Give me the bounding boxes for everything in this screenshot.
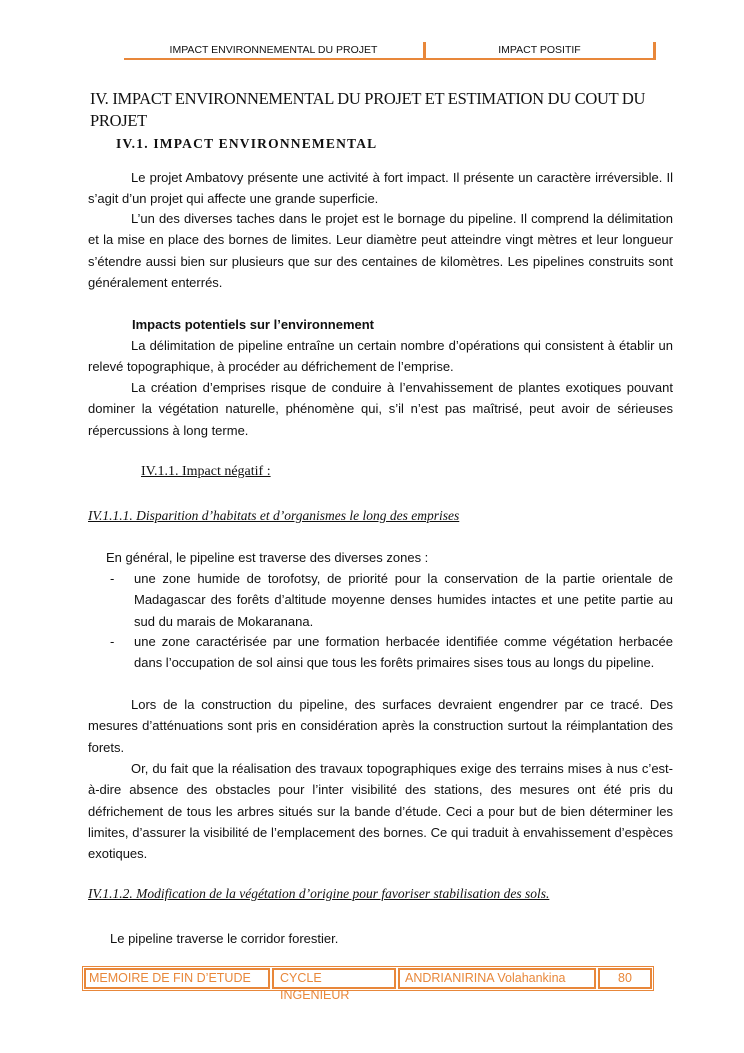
subsection-title: IV.1. IMPACT ENVIRONNEMENTAL	[116, 136, 378, 151]
paragraph-zones-intro: En général, le pipeline est traverse des diverses zones :	[106, 550, 429, 565]
paragraph-construction: Lors de la construction du pipeline, des surfaces devraient engendrer par ce tracé. Des mesures d’atténuations sont pris en considération après la construction surtout la réimplantation des forets.	[88, 697, 673, 755]
footer-memoire: MEMOIRE DE FIN D’ETUDE	[84, 968, 270, 989]
bullet-dash: -	[110, 571, 115, 586]
bullet-dash: -	[110, 634, 115, 649]
paragraph-delimitation: La délimitation de pipeline entraîne un certain nombre d’opérations qui consistent à établir un relevé topographique, à procéder au défrichement de l’emprise.	[88, 338, 673, 375]
footer-author: ANDRIANIRINA Volahankina	[398, 968, 596, 989]
paragraph-intro: Le projet Ambatovy présente une activité à fort impact. Il présente un caractère irréversible. Il s’agit d’un projet qui affecte une grande superficie.	[88, 170, 673, 207]
heading-disparition-habitats: IV.1.1.1. Disparition d’habitats et d’organismes le long des emprises	[88, 508, 460, 523]
paragraph-bornage: L’un des diverses taches dans le projet est le bornage du pipeline. Il comprend la délimitation et la mise en place des bornes de limites. Leur diamètre peut atteindre vingt mètres et leur longueur s’étendre aussi bien sur plusieurs que sur des centaines de kilomètres. Les pipelines construits sont généralement enterrés.	[88, 211, 673, 290]
paragraph-corridor: Le pipeline traverse le corridor forestier.	[110, 931, 339, 946]
running-header-right: IMPACT POSITIF	[426, 42, 656, 60]
paragraph-topographiques: Or, du fait que la réalisation des travaux topographiques exige des terrains mises à nus c’est-à-dire absence des obstacles pour l’inter visibilité des stations, des mesures ont été pris du défrichement de tous les arbres situés sur la bande d’étude. Ceci a pour but de bien déterminer les limites, d’assurer la visibilité de l’emplacement des bornes. Ce qui traduit à envahissement d’espèces exotiques.	[88, 761, 673, 862]
list-item	[110, 631, 673, 674]
impacts-heading: Impacts potentiels sur l’environnement	[132, 317, 374, 332]
list-item	[110, 568, 673, 632]
heading-modification-vegetation: IV.1.1.2. Modification de la végétation d’origine pour favoriser stabilisation des sols.	[88, 886, 550, 901]
heading-impact-negatif: IV.1.1. Impact négatif :	[141, 464, 271, 479]
running-header-left: IMPACT ENVIRONNEMENTAL DU PROJET	[124, 42, 426, 60]
bullet-text: une zone caractérisée par une formation herbacée identifiée comme végétation herbacée dans l’occupation de sol ainsi que tous les forêts primaires sises tous au longs du pipeline.	[134, 634, 673, 671]
bullet-text: une zone humide de torofotsy, de priorité pour la conservation de la partie orientale de Madagascar des forêts d’altitude moyenne denses humides intactes et une petite partie au sud du marais de Mokaranana.	[134, 571, 673, 629]
footer-cycle: CYCLE INGENIEUR	[272, 968, 396, 989]
footer-page-number: 80	[598, 968, 652, 989]
paragraph-emprises: La création d’emprises risque de conduire à l’envahissement de plantes exotiques pouvant dominer la végétation naturelle, phénomène qui, s’il n’est pas maîtrisé, peut avoir de sérieuses répercussions à long terme.	[88, 380, 673, 438]
section-title: IV. IMPACT ENVIRONNEMENTAL DU PROJET ET ESTIMATION DU COUT DU PROJET	[90, 89, 646, 130]
